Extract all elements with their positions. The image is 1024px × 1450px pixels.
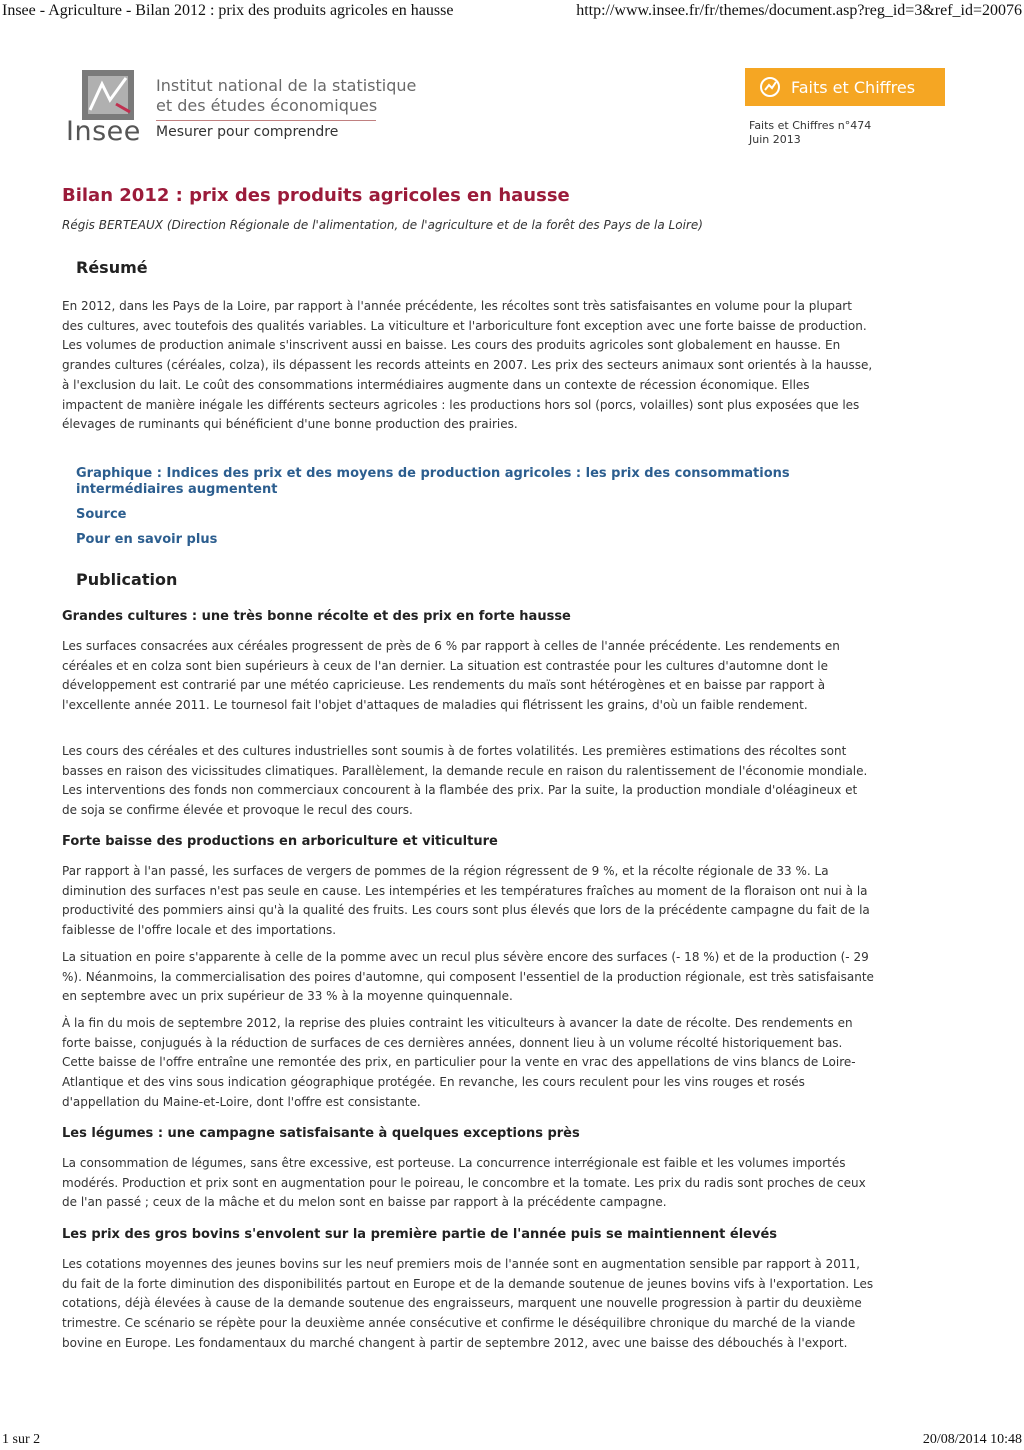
grandes-cultures-paragraph-2: Les cours des céréales et des cultures industrielles sont soumis à de fortes volatilités. Les premières estimations des récoltes sont basses en raison des vicissitudes climatiques. Parallèlement, la demande recule en raison du ralentissement de l'économie mondiale. Les interventions des fonds non commerciaux concourent à la flambée des prix. Par la suite, la production mondiale d'oléagineux et de soja se confirme élevée et provoque le recul des cours. [62, 744, 868, 818]
arboriculture-paragraph-3: À la fin du mois de septembre 2012, la reprise des pluies contraint les viticulteurs à avancer la date de récolte. Des rendements en forte baisse, conjugués à la réduction de surfaces de ces dernières années, donnent lieu à un volume récolté historiquement bas. Cette baisse de l'offre entraîne une remontée des prix, en particulier pour la vente en vrac des appellations de vins blancs de Loire-Atlantique et des vins sous indication géographique protégée. En revanche, les cours reculent pour les vins rouges et rosés d'appellation du Maine-et-Loire, dont l'offre est consistante. [62, 1016, 856, 1109]
grandes-cultures-paragraph-1: Les surfaces consacrées aux céréales progressent de près de 6 % par rapport à celles de l'année précédente. Les rendements en céréales et en colza sont bien supérieurs à ceux de l'an dernier. La situation est contrastée pour les cultures d'automne dont le développement est contrarié par une météo capricieuse. Les rendements du maïs sont hétérogènes et en baisse par rapport à l'excellente année 2011. Le tournesol fait l'objet d'attaques de maladies qui flétrissent les grains, d'où un faible rendement. [62, 639, 840, 713]
institute-tagline: Mesurer pour comprendre [156, 124, 339, 140]
print-date: 20/08/2014 10:48 [922, 1432, 1022, 1447]
institute-name-line2: et des études économiques [156, 96, 378, 115]
figures-icon [759, 76, 781, 98]
article-author: Régis BERTEAUX (Direction Régionale de l'alimentation, de l'agriculture et de la forêt des Pays de la Loire) [62, 218, 703, 232]
arboriculture-heading: Forte baisse des productions en arboriculture et viticulture [62, 834, 498, 849]
arboriculture-paragraph-2: La situation en poire s'apparente à celle de la pomme avec un recul plus sévère encore des surfaces (- 18 %) et de la production (- 29 %). Néanmoins, la commercialisation des poires d'automne, qui composent l'essentiel de la production régionale, est très satisfaisante en septembre avec un prix supérieur de 33 % à la moyenne quinquennale. [62, 950, 874, 1004]
publication-heading: Publication [76, 570, 178, 589]
resume-heading: Résumé [76, 258, 148, 277]
legumes-heading: Les légumes : une campagne satisfaisante à quelques exceptions près [62, 1126, 580, 1141]
legumes-paragraph: La consommation de légumes, sans être excessive, est porteuse. La concurrence interrégionale est faible et les volumes importés modérés. Production et prix sont en augmentation pour le poireau, le concombre et la tomate. Les prix du radis sont proches de ceux de l'an passé ; ceux de la mâche et du melon sont en baisse par rapport à la précédente campagne. [62, 1156, 866, 1210]
print-page-number: 1 sur 2 [2, 1432, 41, 1447]
bovins-paragraph: Les cotations moyennes des jeunes bovins sur les neuf premiers mois de l'année sont en augmentation sensible par rapport à 2011, du fait de la forte diminution des disponibilités partout en Europe et de la demande soutenue de jeunes bovins vifs à l'exportation. Les cotations, déjà élevées à cause de la demande soutenue des engraisseurs, marquent une nouvelle progression à partir du deuxième trimestre. Ce scénario se répète pour la deuxième année consécutive et confirme le déséquilibre chronique du marché de la viande bovine en Europe. Les fondamentaux du marché changent à partir de septembre 2012, avec une baisse des débouchés à l'export. [62, 1257, 874, 1350]
bovins-heading: Les prix des gros bovins s'envolent sur la première partie de l'année puis se maintiennent élevés [62, 1227, 778, 1242]
issue-date: Juin 2013 [749, 133, 801, 146]
issue-number: Faits et Chiffres n°474 [749, 119, 872, 132]
issue-info [749, 119, 871, 147]
pour-en-savoir-plus-link[interactable]: Pour en savoir plus [76, 532, 218, 547]
print-page-title: Insee - Agriculture - Bilan 2012 : prix des produits agricoles en hausse [2, 2, 454, 19]
resume-text: En 2012, dans les Pays de la Loire, par rapport à l'année précédente, les récoltes sont très satisfaisantes en volume pour la plupart des cultures, avec toutefois des qualités variables. La viticulture et l'arboriculture font exception avec une forte baisse de production. Les volumes de production animale s'inscrivent aussi en baisse. Les cours des produits agricoles sont globalement en hausse. En grandes cultures (céréales, colza), ils dépassent les records atteints en 2007. Les prix des secteurs animaux sont orientés à la hausse, à l'exclusion du lait. Le coût des consommations intermédiaires augmente dans un contexte de récession économique. Elles impactent de manière inégale les différents secteurs agricoles : les productions hors sol (porcs, volailles) sont plus exposées que les élevages de ruminants qui bénéficient d'une bonne production des prairies. [62, 299, 873, 432]
grandes-cultures-heading: Grandes cultures : une très bonne récolte et des prix en forte hausse [62, 609, 571, 624]
print-footer [0, 1426, 1024, 1450]
print-page-url[interactable]: http://www.insee.fr/fr/themes/document.asp?reg_id=3&ref_id=20076 [576, 2, 1022, 19]
insee-wordmark: Insee [66, 116, 141, 147]
insee-logo[interactable] [62, 66, 417, 152]
arboriculture-paragraph-1: Par rapport à l'an passé, les surfaces de vergers de pommes de la région régressent de 9 %, et la récolte régionale de 33 %. La diminution des surfaces n'est pas seule en cause. Les intempéries et les températures fraîches au moment de la floraison ont nui à la productivité des pommiers ainsi qu'à la qualité des fruits. Les cours sont plus élevés que lors de la précédente campagne du fait de la faiblesse de l'offre locale et des importations. [62, 864, 870, 938]
print-header [0, 0, 1024, 24]
logo-divider [156, 120, 376, 121]
institute-name-line1: Institut national de la statistique [156, 76, 417, 95]
faits-et-chiffres-badge[interactable] [745, 68, 945, 106]
source-link[interactable]: Source [76, 507, 127, 522]
graphique-link[interactable]: Graphique : Indices des prix et des moyens de production agricoles : les prix des consommations intermédiaires augmentent [76, 466, 790, 497]
badge-label: Faits et Chiffres [791, 77, 916, 97]
insee-logo-mark-icon [82, 70, 134, 120]
article-title: Bilan 2012 : prix des produits agricoles en hausse [62, 185, 570, 206]
